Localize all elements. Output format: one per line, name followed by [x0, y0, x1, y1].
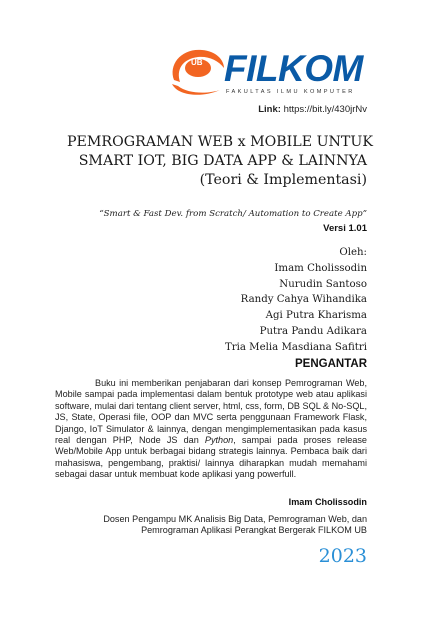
book-link — [258, 104, 367, 115]
title-line-2: SMART IOT, BIG DATA APP & LAINNYA — [78, 153, 367, 169]
title-line-3: (Teori & Implementasi) — [199, 172, 367, 188]
signature-role — [47, 514, 367, 537]
author-name: Imam Cholissodin — [274, 262, 367, 274]
signature-role-line-2: Pemrograman Aplikasi Perangkat Bergerak FILKOM UB — [141, 525, 367, 536]
logo-subtitle: FAKULTAS ILMU KOMPUTER — [226, 89, 355, 95]
author-name: Randy Cahya Wihandika — [240, 294, 367, 306]
preface-heading: PENGANTAR — [295, 358, 367, 370]
version-label: Versi 1.01 — [323, 223, 367, 234]
logo-emblem-text: UB — [191, 58, 203, 67]
author-name: Nurudin Santoso — [279, 278, 367, 290]
signature-role-line-1: Dosen Pengampu MK Analisis Big Data, Pemrograman Web, dan — [103, 514, 367, 524]
book-tagline: “Smart & Fast Dev. from Scratch/ Automation to Create App” — [99, 209, 367, 219]
preface-text-part-3: , sampai pada proses release Web/Mobile App untuk berbagai bidang strategis lainnya. Pembaca baik dari mahasiswa, pengembang, praktisi/ lainnya diharapkan mudah memahami sebagai dasar untuk membuat kode aplikasi yang powerfull. — [55, 435, 367, 480]
book-title — [67, 133, 373, 190]
signature-name: Imam Cholissodin — [288, 497, 367, 507]
preface-text-part-1: Buku ini memberikan penjabaran dari konsep Pemrograman Web, Mobile sampai pada implementasi dalam bentuk prototype web atau aplikasi software, mulai dari tentang client server, html, css, form, DB SQL & No-SQL, JS, State, Operasi file, OOP dan MVC serta penggunaan Framework Flask, Django, IoT Simulator & lainnya, dengan mengimplementasikan pada kasus real dengan PHP, Node JS dan — [55, 378, 367, 446]
preface-text-python: Python — [204, 435, 234, 446]
author-name: Tria Melia Masdiana Safitri — [224, 341, 367, 353]
link-label: Link: — [258, 104, 281, 115]
publication-year: 2023 — [318, 545, 367, 567]
logo-wordmark: FILKOM — [224, 48, 363, 89]
title-line-1: PEMROGRAMAN WEB x MOBILE UNTUK — [67, 134, 373, 150]
authors-label: Oleh: — [339, 247, 367, 258]
filkom-logo — [168, 46, 374, 100]
link-url[interactable]: https://bit.ly/430jrNv — [283, 104, 367, 115]
preface-paragraph — [55, 378, 367, 481]
author-name: Agi Putra Kharisma — [265, 310, 367, 322]
author-name: Putra Pandu Adikara — [259, 325, 367, 337]
author-list — [107, 245, 367, 356]
